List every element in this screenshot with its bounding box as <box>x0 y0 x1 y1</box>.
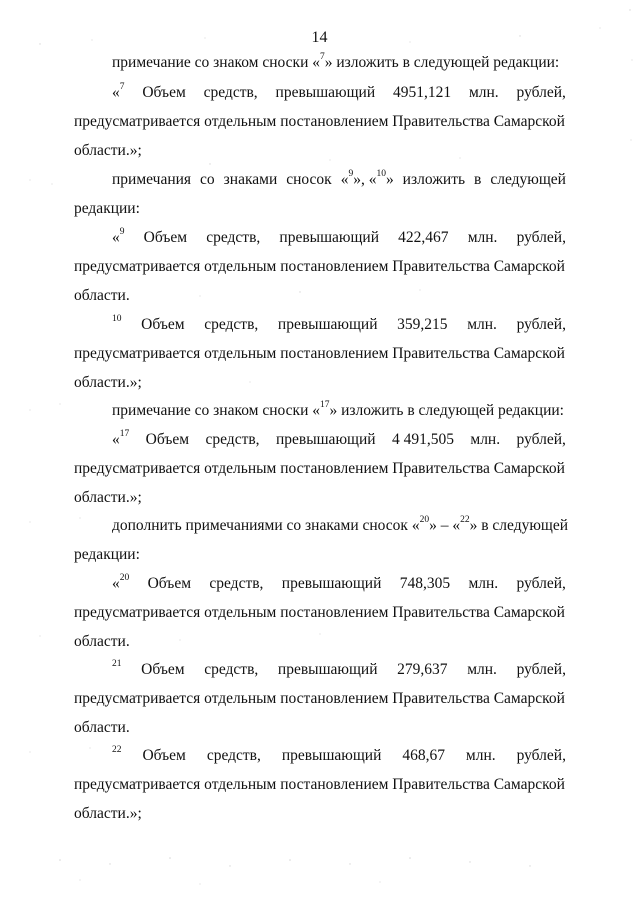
word: млн. <box>467 316 497 333</box>
text: » изложить в следующей редакции: <box>324 54 560 71</box>
paragraph-note-17-line2: предусматривается отдельным постановлением Правительства Самарской <box>74 460 565 477</box>
amount: 4 491,505 <box>391 431 454 448</box>
footnote-mark: 22 <box>460 514 470 525</box>
paragraph-note-7-line3: области.»; <box>74 142 142 159</box>
word: средств, <box>205 431 260 448</box>
footnote-mark: 17 <box>320 399 330 410</box>
word: средств, <box>204 316 259 333</box>
paragraph-note-10-line1 <box>74 310 566 339</box>
word: рублей, <box>516 747 566 764</box>
paragraph-note-17-instruction <box>74 396 566 425</box>
word: превышающий <box>277 316 378 333</box>
paragraph-note-10-line2: предусматривается отдельным постановлением Правительства Самарской <box>74 345 565 362</box>
footnote-mark: 7 <box>320 51 325 62</box>
word: превышающий <box>281 575 382 592</box>
word: Объем <box>147 575 192 592</box>
footnote-mark: 21 <box>112 658 122 669</box>
paragraph-notes-9-10-line2: редакции: <box>74 200 140 217</box>
paragraph-note-7-line2: предусматривается отдельным постановлением Правительства Самарской <box>74 113 565 130</box>
word: средств, <box>204 661 259 678</box>
word: млн. <box>467 661 497 678</box>
paragraph-note-20-line1 <box>74 569 566 598</box>
word: Объем <box>141 316 185 333</box>
word: млн. <box>468 84 499 101</box>
paragraph-note-7-line1 <box>74 78 566 107</box>
word: Объем <box>142 84 186 101</box>
amount: 468,67 <box>402 747 445 764</box>
paragraph-note-21-line1 <box>74 655 566 684</box>
word: средств, <box>206 747 261 764</box>
paragraph-note-9-line3: области. <box>74 287 130 304</box>
paragraph-note-9-line2: предусматривается отдельным постановлением Правительства Самарской <box>74 258 565 275</box>
word: сносок <box>286 171 332 188</box>
word: изложить <box>402 171 466 188</box>
word: млн. <box>468 575 499 592</box>
paragraph-note-20-line2: предусматривается отдельным постановлением Правительства Самарской <box>74 604 565 621</box>
word: рублей, <box>516 84 566 101</box>
word: следующей <box>490 171 566 188</box>
word: превышающий <box>275 431 376 448</box>
text: » изложить в следующей редакции: <box>329 402 564 419</box>
amount: 279,637 <box>397 661 448 678</box>
text: » в следующей <box>469 517 569 534</box>
word: Объем <box>141 661 185 678</box>
text: примечание со знаком сноски « <box>112 54 320 71</box>
amount: 4951,121 <box>392 84 452 101</box>
paragraph-note-20-line3: области. <box>74 633 130 650</box>
word: Объем <box>145 431 190 448</box>
quote-open: «$^{20}$ <box>112 572 130 592</box>
word: в <box>474 171 482 188</box>
text: » – « <box>429 517 461 534</box>
word: Объем <box>142 747 186 764</box>
footnote-mark: 10 <box>112 313 122 324</box>
text: дополнить примечаниями со знаками сносок « <box>112 517 420 534</box>
paragraph-note-17-line1 <box>74 425 566 454</box>
paragraph-note-10-line3: области.»; <box>74 374 142 391</box>
amount: 359,215 <box>397 316 448 333</box>
paragraph-note-9-line1 <box>74 223 566 252</box>
word: превышающий <box>275 84 376 101</box>
word: средств, <box>203 84 258 101</box>
word: млн. <box>470 431 501 448</box>
word: Объем <box>143 229 188 246</box>
quote-open: «$^{17}$ <box>112 428 130 448</box>
word: превышающий <box>281 747 382 764</box>
word: средств, <box>206 229 261 246</box>
word: рублей, <box>516 316 566 333</box>
paragraph-note-7-instruction <box>74 48 566 77</box>
footnote-mark: 22 <box>112 744 122 755</box>
footnote-mark: 20 <box>419 514 430 525</box>
quote-open: «$^9$ <box>112 226 125 246</box>
paragraph-note-21-line3: области. <box>74 719 130 736</box>
word: млн. <box>467 229 498 246</box>
word: рублей, <box>516 575 566 592</box>
amount: 422,467 <box>398 229 449 246</box>
text: примечание со знаком сноски « <box>112 402 320 419</box>
word: млн. <box>465 747 496 764</box>
word: средств, <box>209 575 264 592</box>
page-number: 14 <box>311 29 328 46</box>
word: превышающий <box>277 661 378 678</box>
paragraph-notes-9-10-instruction <box>74 165 566 194</box>
paragraph-note-22-line1 <box>74 741 566 770</box>
paragraph-note-17-line3: области.»; <box>74 489 142 506</box>
word: примечания <box>112 171 192 188</box>
word: рублей, <box>516 431 566 448</box>
word: рублей, <box>516 661 566 678</box>
word: превышающий <box>279 229 379 246</box>
paragraph-note-22-line2: предусматривается отдельным постановлением Правительства Самарской <box>74 776 565 793</box>
paragraph-note-21-line2: предусматривается отдельным постановлением Правительства Самарской <box>74 690 565 707</box>
footnote-ref-9: «$^9$», «$^{10}$» <box>340 168 394 188</box>
paragraph-notes-20-22-line2: редакции: <box>74 546 140 563</box>
paragraph-note-22-line3: области.»; <box>74 805 142 822</box>
word: знаками <box>223 171 278 188</box>
quote-open: «$^7$ <box>112 81 125 101</box>
paragraph-notes-20-22-instruction <box>74 511 569 540</box>
amount: 748,305 <box>399 575 451 592</box>
word: рублей, <box>516 229 566 246</box>
word: со <box>200 171 215 188</box>
